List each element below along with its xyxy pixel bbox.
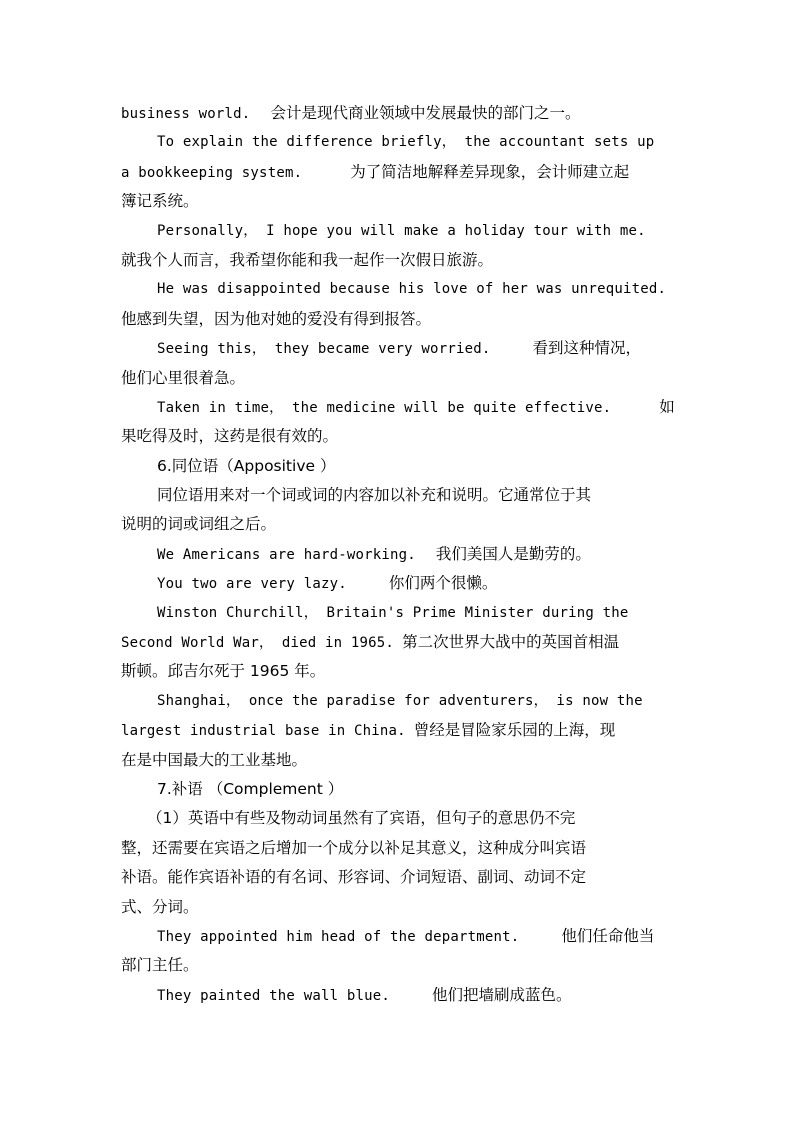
chinese-text: （1）英语中有些及物动词虽然有了宾语，但句子的意思仍不完 [147, 809, 576, 828]
english-text: Winston Churchill， Britain's Prime Minister during the [157, 604, 629, 621]
text-line [121, 687, 674, 716]
text-line [121, 951, 674, 980]
english-text: Personally， I hope you will make a holiday tour with me. [157, 222, 646, 239]
chinese-text: 会计是现代商业领域中发展最快的部门之一。 [270, 104, 581, 122]
english-text: largest industrial base in China. [121, 723, 406, 740]
chinese-text: 他们心里很着急。 [121, 368, 246, 387]
text-line [121, 628, 674, 657]
text-line [121, 981, 674, 1010]
text-line [121, 657, 674, 686]
text-line [121, 422, 674, 451]
chinese-text: 他们任命他当 [561, 926, 655, 945]
english-text: He was disappointed because his love of her was unrequited. [157, 281, 667, 298]
text-line [121, 128, 674, 157]
text-line [121, 481, 674, 510]
text-line [121, 540, 674, 569]
english-text: Taken in time， the medicine will be quite effective. [157, 399, 612, 416]
text-line [121, 364, 674, 393]
text-line [121, 275, 674, 304]
text-line [121, 305, 674, 334]
text-line [121, 187, 674, 216]
heading-text: 6.同位语（Appositive ） [157, 456, 336, 475]
text-line [121, 716, 674, 745]
english-text: Second World War， died in 1965. [121, 635, 395, 652]
section-heading [121, 452, 674, 481]
text-line [121, 334, 674, 363]
chinese-text: 说明的词或词组之后。 [121, 515, 277, 534]
chinese-text: 式、分词。 [121, 897, 199, 916]
english-text: business world. [121, 106, 251, 122]
document-body [121, 99, 674, 1010]
english-text: Shanghai， once the paradise for adventurers， is now the [157, 692, 643, 709]
english-text: They painted the wall blue. [157, 987, 390, 1004]
english-text: To explain the difference briefly， the accountant sets up [157, 134, 655, 151]
text-line [121, 746, 674, 775]
chinese-text: 整，还需要在宾语之后增加一个成分以补足其意义，这种成分叫宾语 [121, 838, 587, 857]
text-line [121, 863, 674, 892]
chinese-text: 曾经是冒险家乐园的上海，现 [413, 721, 616, 740]
text-line [121, 217, 674, 246]
chinese-text: 补语。能作宾语补语的有名词、形容词、介词短语、副词、动词不定 [121, 868, 587, 887]
text-line [121, 99, 674, 128]
text-line [121, 922, 674, 951]
english-text: You two are very lazy. [157, 576, 347, 593]
chinese-text: 在是中国最大的工业基地。 [121, 750, 308, 769]
text-line [121, 599, 674, 628]
chinese-text: 看到这种情况， [532, 339, 641, 358]
chinese-text: 他感到失望，因为他对她的爱没有得到报答。 [121, 309, 432, 328]
chinese-text: 簿记系统。 [121, 192, 199, 211]
chinese-text: 部门主任。 [121, 956, 199, 975]
chinese-text: 你们两个很懒。 [388, 574, 498, 593]
heading-text: 7.补语 （Complement ） [157, 779, 344, 798]
text-line [121, 569, 674, 598]
chinese-text: 果吃得及时，这药是很有效的。 [121, 427, 339, 446]
english-text: They appointed him head of the department. [157, 928, 520, 945]
chinese-text: 如 [659, 397, 675, 416]
english-text: We Americans are hard-working. [157, 546, 416, 563]
chinese-text: 第二次世界大战中的英国首相温 [402, 633, 620, 652]
chinese-text: 斯顿。邱吉尔死于 1965 年。 [121, 662, 326, 681]
chinese-text: 他们把墙刷成蓝色。 [431, 985, 572, 1004]
english-text: Seeing this， they became very worried. [157, 341, 491, 358]
chinese-text: 我们美国人是勤劳的。 [435, 544, 591, 563]
chinese-text: 同位语用来对一个词或词的内容加以补充和说明。它通常位于其 [157, 486, 592, 505]
section-heading [121, 775, 674, 804]
chinese-text: 为了简洁地解释差异现象，会计师建立起 [350, 162, 630, 181]
english-text: a bookkeeping system. [121, 164, 303, 181]
text-line [121, 834, 674, 863]
text-line [121, 393, 674, 422]
text-line [121, 804, 674, 833]
text-line [121, 510, 674, 539]
chinese-text: 就我个人而言，我希望你能和我一起作一次假日旅游。 [121, 250, 494, 269]
text-line [121, 158, 674, 187]
text-line [121, 246, 674, 275]
text-line [121, 893, 674, 922]
